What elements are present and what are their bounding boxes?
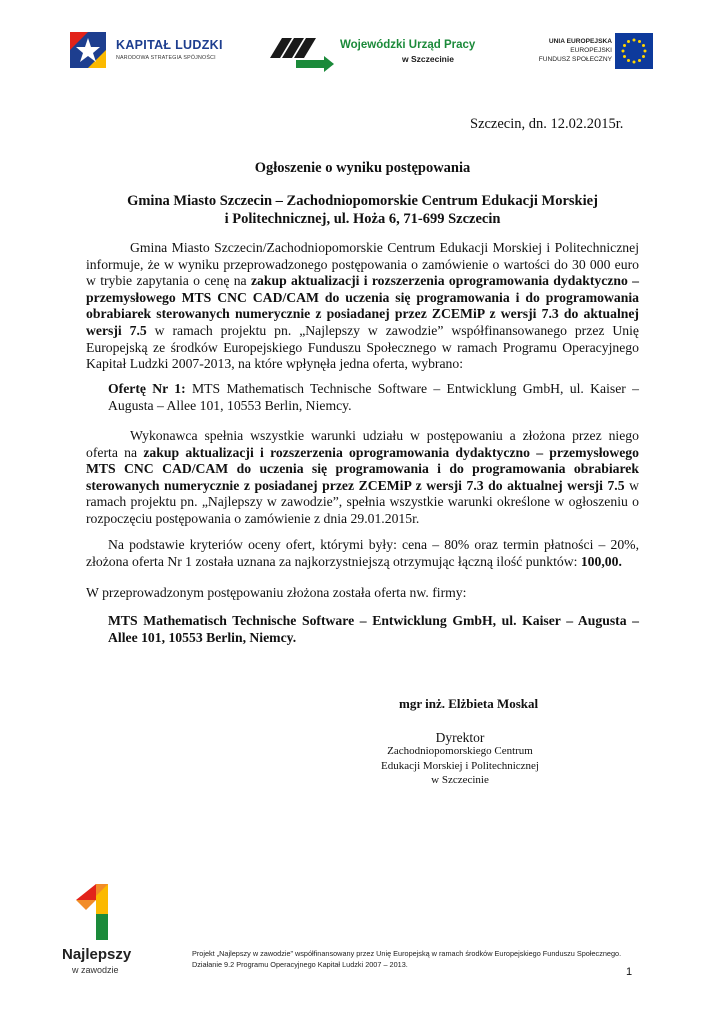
eu-line2: EUROPEJSKI: [570, 47, 612, 54]
page-number: 1: [626, 966, 633, 978]
paragraph-offers-submitted: W przeprowadzonym postępowaniu złożona została oferta nw. firmy:: [86, 585, 467, 600]
signature-inst-line1: Zachodniopomorskiego Centrum: [387, 745, 533, 757]
wup-city: w Szczecinie: [402, 54, 454, 64]
wup-logo: [266, 32, 476, 72]
kapital-ludzki-subtitle: NARODOWA STRATEGIA SPÓJNOŚCI: [116, 55, 216, 61]
eu-line3: FUNDUSZ SPOŁECZNY: [538, 56, 612, 63]
footer-line1: Projekt „Najlepszy w zawodzie” współfinansowany przez Unię Europejską w ramach środków Europejskiego Funduszu Społecznego.: [192, 949, 622, 958]
wup-emblem-icon: [266, 32, 338, 72]
eu-logo: [515, 33, 655, 69]
signature-inst-line3: w Szczecinie: [431, 774, 489, 786]
eu-text: [539, 37, 612, 64]
signature-name: mgr inż. Elżbieta Moskal: [399, 696, 539, 711]
document-date: Szczecin, dn. 12.02.2015r.: [470, 116, 624, 132]
najlepszy-logo: [58, 880, 148, 980]
p3-bold: zakup aktualizacji i rozszerzenia oprogramowania dydaktyczno – przemysłowego MTS CNC CAD/CAM do uczenia się programowania i do programowania obrabiarek sterowanych numerycznie z posiadanej przez ZCEMiP z wersji 7.3 do aktualnej wersji 7.5: [86, 444, 639, 493]
p3-text-b: w ramach projektu pn. „Najlepszy w zawodzie”, spełnia wszystkie warunki określone w ogłoszeniu o rozpoczęciu postępowania o zamówienie z dnia 29.01.2015r.: [86, 477, 639, 526]
p4-bold: 100,00.: [580, 553, 622, 569]
p3-text-a: Wykonawca spełnia wszystkie warunki udziału w postępowaniu a złożona przez niego oferta na: [86, 428, 639, 460]
kapital-ludzki-emblem-icon: [66, 28, 112, 72]
signature-institution: [366, 744, 554, 788]
number-one-icon: [68, 880, 118, 944]
p1-bold: zakup aktualizacji i rozszerzenia oprogramowania dydaktyczno – przemysłowego MTS CNC CAD/CAM do uczenia się programowania i do programowania obrabiarek sterowanych numerycznie z posiadanej przez ZCEMiP z wersji 7.3 do aktualnej wersji 7.5: [86, 273, 639, 338]
signature-inst-line2: Edukacji Morskiej i Politechnicznej: [381, 759, 539, 772]
p2-text: MTS Mathematisch Technische Software – Entwicklung GmbH, ul. Kaiser – Augusta – Allee 101, 10553 Berlin, Niemcy.: [108, 381, 639, 413]
wup-title: Wojewódzki Urząd Pracy: [340, 39, 476, 51]
najlepszy-subtitle: w zawodzie: [72, 965, 119, 975]
eu-flag-icon: [615, 33, 653, 69]
paragraph-company: MTS Mathematisch Technische Software – Entwicklung GmbH, ul. Kaiser – Augusta – Allee 101, 10553 Berlin, Niemcy.: [108, 613, 639, 645]
footer-line2: Działanie 9.2 Programu Operacyjnego Kapitał Ludzki 2007 – 2013.: [192, 960, 408, 969]
paragraph-intro: [86, 240, 639, 373]
subtitle-line1: Gmina Miasto Szczecin – Zachodniopomorskie Centrum Edukacji Morskiej: [127, 193, 598, 209]
paragraph-criteria: [86, 537, 639, 570]
paragraph-contractor: [86, 428, 639, 528]
kapital-ludzki-title: KAPITAŁ LUDZKI: [116, 38, 223, 52]
kapital-ludzki-logo: [66, 28, 246, 72]
p2-bold: Ofertę Nr 1:: [108, 381, 186, 396]
paragraph-offer: [108, 381, 639, 414]
eu-line1: UNIA EUROPEJSKA: [548, 38, 612, 45]
subtitle-line2: i Politechnicznej, ul. Hoża 6, 71-699 Szczecin: [224, 211, 501, 227]
document-title: Ogłoszenie o wyniku postępowania: [254, 160, 471, 176]
p1-text-a: Gmina Miasto Szczecin/Zachodniopomorskie Centrum Edukacji Morskiej i Politechnicznej informuje, że w wyniku przeprowadzonego postępowania o zamówienie o wartości do 30 000 euro w trybie zapytania o cenę na: [86, 240, 639, 289]
najlepszy-title: Najlepszy: [62, 946, 132, 963]
document-subtitle: [90, 192, 635, 228]
p4-text: Na podstawie kryteriów oceny ofert, którymi były: cena – 80% oraz termin płatności – 20%, złożona oferta Nr 1 została uznana za najkorzystniejszą otrzymując łączną ilość punktów:: [86, 537, 639, 569]
p1-text-b: w ramach projektu pn. „Najlepszy w zawodzie” współfinansowanego przez Unię Europejską ze środków Europejskiego Funduszu Społecznego w ramach Programu Operacyjnego Kapitał Ludzki 2007-2013, na które wpłynęła jedna oferta, wybrano:: [86, 322, 639, 372]
signature-role: Dyrektor: [435, 730, 485, 745]
footer-note: [192, 948, 621, 970]
